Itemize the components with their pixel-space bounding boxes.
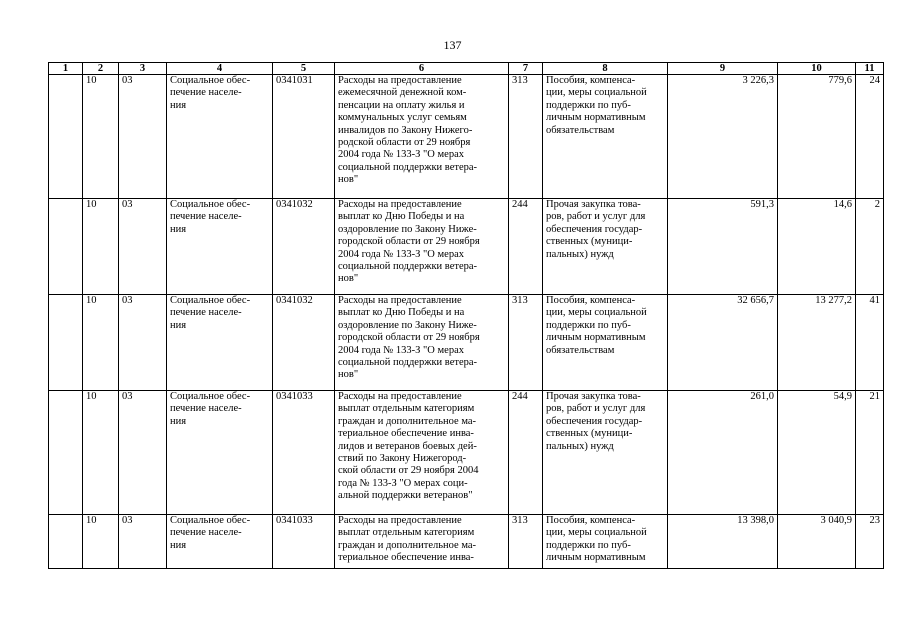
cell-section-name [167,391,273,515]
expense-type-text: Пособия, компенса- ции, меры социальной поддержки по пуб- личным нормативным [546,515,647,564]
column-header: 11 [856,63,884,75]
column-header: 6 [335,63,509,75]
cell-expense-type-name [543,75,668,199]
cell-expense-type-name [543,199,668,295]
cell-target-code: 0341032 [273,199,335,295]
cell-col1 [49,515,83,569]
cell-expense-type-name [543,515,668,569]
cell-subsection: 03 [119,75,167,199]
expense-description-text: Расходы на предоставление выплат ко Дню Победы и на оздоровление по Закону Ниже- городской области от 29 ноября 2004 года № 133-З "О мерах социальной поддержки ветера- нов" [338,199,480,285]
column-header: 3 [119,63,167,75]
column-header: 9 [668,63,778,75]
expense-type-text: Пособия, компенса- ции, меры социальной поддержки по пуб- личным нормативным обязательствам [546,75,647,136]
section-name-text: Социальное обес- печение населе- ния [170,75,251,111]
cell-section: 10 [83,295,119,391]
table-body [49,75,884,569]
cell-col1 [49,391,83,515]
column-header: 1 [49,63,83,75]
column-header: 7 [509,63,543,75]
cell-expense-description [335,515,509,569]
expense-description-text: Расходы на предоставление ежемесячной денежной ком- пенсации на оплату жилья и коммунальных услуг семьям инвалидов по Закону Нижего- родской области от 29 ноября 2004 года № 133-З "О мерах социальной поддержки ветера- нов" [338,75,478,186]
cell-percent: 41 [856,295,884,391]
cell-section-name [167,75,273,199]
cell-percent: 2 [856,199,884,295]
cell-amount-executed: 779,6 [778,75,856,199]
column-header: 4 [167,63,273,75]
cell-amount: 591,3 [668,199,778,295]
expense-type-text: Прочая закупка това- ров, работ и услуг для обеспечения государ- ственных (муници- пальных) нужд [546,391,646,452]
cell-expense-type-code: 313 [509,75,543,199]
cell-section: 10 [83,391,119,515]
expense-description-text: Расходы на предоставление выплат отдельным категориям граждан и дополнительное ма- териальное обеспечение инва- [338,515,477,564]
cell-expense-description [335,199,509,295]
section-name-text: Социальное обес- печение населе- ния [170,295,251,331]
section-name-text: Социальное обес- печение населе- ния [170,391,251,427]
expense-description-text: Расходы на предоставление выплат отдельным категориям граждан и дополнительное ма- териальное обеспечение инва- лидов и ветеранов боевых дей- ствий по Закону Нижегород- ской области от 29 ноября 2004 года № 133-З "О мерах соци- альной поддержки ветеранов" [338,391,479,502]
cell-expense-type-code: 244 [509,199,543,295]
cell-section-name [167,515,273,569]
cell-target-code: 0341032 [273,295,335,391]
cell-section: 10 [83,515,119,569]
cell-col1 [49,75,83,199]
header-row [49,63,884,75]
cell-section: 10 [83,75,119,199]
cell-target-code: 0341031 [273,75,335,199]
cell-section-name [167,199,273,295]
cell-section-name [167,295,273,391]
section-name-text: Социальное обес- печение населе- ния [170,515,251,551]
column-header: 5 [273,63,335,75]
table-row [49,391,884,515]
table-row [49,295,884,391]
column-header: 8 [543,63,668,75]
cell-expense-description [335,391,509,515]
expense-description-text: Расходы на предоставление выплат ко Дню Победы и на оздоровление по Закону Ниже- городской области от 29 ноября 2004 года № 133-З "О мерах социальной поддержки ветера- нов" [338,295,480,381]
cell-expense-type-name [543,391,668,515]
cell-amount-executed: 13 277,2 [778,295,856,391]
cell-expense-type-code: 244 [509,391,543,515]
cell-subsection: 03 [119,515,167,569]
column-header: 2 [83,63,119,75]
cell-amount: 13 398,0 [668,515,778,569]
cell-subsection: 03 [119,391,167,515]
table-row [49,515,884,569]
cell-subsection: 03 [119,199,167,295]
cell-expense-description [335,295,509,391]
cell-amount-executed: 3 040,9 [778,515,856,569]
cell-percent: 21 [856,391,884,515]
cell-col1 [49,199,83,295]
cell-amount-executed: 54,9 [778,391,856,515]
cell-section: 10 [83,199,119,295]
expense-type-text: Прочая закупка това- ров, работ и услуг для обеспечения государ- ственных (муници- пальных) нужд [546,199,646,260]
table-row [49,75,884,199]
table-header [49,63,884,75]
cell-amount: 32 656,7 [668,295,778,391]
cell-col1 [49,295,83,391]
budget-table [48,62,884,569]
cell-target-code: 0341033 [273,391,335,515]
page-number: 137 [443,38,462,52]
cell-target-code: 0341033 [273,515,335,569]
cell-amount: 261,0 [668,391,778,515]
cell-expense-type-code: 313 [509,515,543,569]
cell-expense-type-code: 313 [509,295,543,391]
cell-amount: 3 226,3 [668,75,778,199]
section-name-text: Социальное обес- печение населе- ния [170,199,251,235]
cell-amount-executed: 14,6 [778,199,856,295]
cell-subsection: 03 [119,295,167,391]
cell-percent: 24 [856,75,884,199]
cell-expense-description [335,75,509,199]
column-header: 10 [778,63,856,75]
expense-type-text: Пособия, компенса- ции, меры социальной поддержки по пуб- личным нормативным обязательствам [546,295,647,356]
cell-expense-type-name [543,295,668,391]
cell-percent: 23 [856,515,884,569]
table-row [49,199,884,295]
